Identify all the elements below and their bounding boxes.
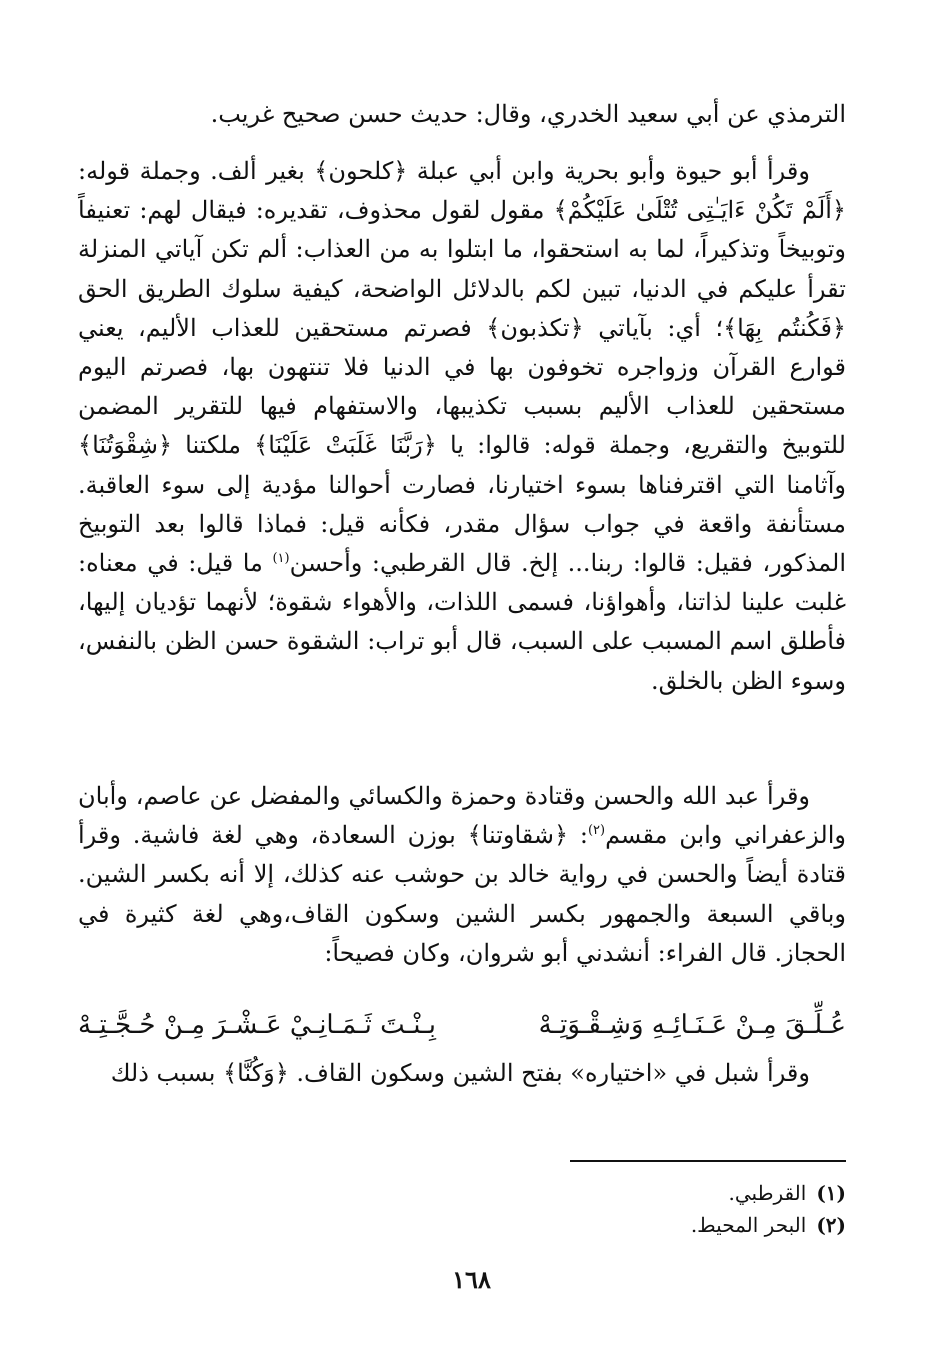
paragraph-4-text: وقرأ شبل في «اختياره» بفتح الشين وسكون القاف. ﴿وَكُنَّا﴾ بسبب ذلك bbox=[110, 1059, 810, 1087]
poetry-verse bbox=[78, 1003, 846, 1047]
paragraph-1 bbox=[78, 95, 846, 134]
paragraph-1-text: الترمذي عن أبي سعيد الخدري، وقال: حديث حسن صحيح غريب. bbox=[210, 100, 846, 128]
footnote-2-text: البحر المحيط. bbox=[690, 1213, 807, 1237]
footnotes bbox=[500, 1177, 846, 1241]
footnote-divider bbox=[570, 1160, 846, 1162]
paragraph-3-main: وقرأ عبد الله والحسن وقتادة وحمزة والكسائي والمفضل عن عاصم، وأبان والزعفراني وابن مقسم bbox=[78, 782, 846, 850]
verse-first-hemistich: عُـلِّـقَ مِـنْ عَـنَـائِـهِ وَشِـقْـوَتِـهْ bbox=[538, 1010, 846, 1040]
paragraph-3 bbox=[78, 777, 846, 973]
verse-second-hemistich: بِـنْـتَ ثَـمَـانِـيْ عَـشْـرَ مِـنْ حُـجَّـتِـهْ bbox=[78, 1010, 436, 1040]
footnote-ref-2: (٢) bbox=[587, 823, 606, 839]
footnote-ref-1: (١) bbox=[272, 551, 290, 567]
footnote-1-text: القرطبي. bbox=[728, 1181, 807, 1205]
paragraph-3-text bbox=[78, 777, 846, 973]
paragraph-2-tail: ما قيل: في معناه: غلبت علينا لذاتنا، وأهواؤنا، فسمى اللذات، والأهواء شقوة؛ لأنهما تؤديان إليها، فأطلق اسم المسبب على السبب، قال أبو تراب: الشقوة حسن الظن بالنفس، وسوء الظن بالخلق. bbox=[78, 549, 846, 695]
paragraph-2-text bbox=[78, 152, 846, 701]
paragraph-4 bbox=[78, 1054, 846, 1093]
footnote-1 bbox=[500, 1177, 846, 1209]
footnote-2-number: (٢) bbox=[816, 1213, 846, 1237]
paragraph-2-main: وقرأ أبو حيوة وأبو بحرية وابن أبي عبلة ﴿كلحون﴾ بغير ألف. وجملة قوله: ﴿أَلَمْ تَكُنْ ءَايَـٰتِى تُتْلَىٰ عَلَيْكُمْ﴾ مقول لقول محذوف، تقديره: فيقال لهم: تعنيفاً وتوبيخاً وتذكيراً، لما به استحقوا، ما ابتلوا به من العذاب: ألم تكن آياتي المنزلة تقرأ عليكم في الدنيا، تبين لكم بالدلائل الواضحة، كيفية سلوك الطريق الحق ﴿فَكُنتُم بِهَا﴾؛ أي: بآياتي ﴿تكذبون﴾ فصرتم مستحقين للعذاب الأليم، يعني قوارع القرآن وزواجره تخوفون بها في الدنيا فلا تنتهون بها، فصرتم اليوم مستحقين للعذاب الأليم بسبب تكذيبها، والاستفهام فيها للتقرير المضمن للتوبيخ والتقريع، وجملة قوله: قالوا: يا ﴿رَبَّنَا غَلَبَتْ عَلَيْنَا﴾ ملكتنا ﴿شِقْوَتُنَا﴾ وآثامنا التي اقترفناها بسوء اختيارنا، فصارت أحوالنا مؤدية إلى سوء العاقبة. مستأنفة واقعة في جواب سؤال مقدر، فكأنه قيل: فماذا قالوا بعد التوبيخ المذكور، فقيل: قالوا: ربنا... إلخ. قال القرطبي: وأحسن bbox=[78, 157, 846, 578]
page-number: ١٦٨ bbox=[452, 1265, 491, 1294]
paragraph-2 bbox=[78, 152, 846, 701]
paragraph-3-tail: : ﴿شقاوتنا﴾ بوزن السعادة، وهي لغة فاشية. وقرأ قتادة أيضاً والحسن في رواية خالد بن حوشب عنه كذلك، إلا أنه بكسر الشين. وباقي السبعة والجمهور بكسر الشين وسكون القاف،وهي لغة كثيرة في الحجاز. قال الفراء: أنشدني أبو شروان، وكان فصيحاً: bbox=[78, 821, 846, 967]
footnote-1-number: (١) bbox=[816, 1181, 846, 1205]
footnote-2 bbox=[500, 1209, 846, 1241]
